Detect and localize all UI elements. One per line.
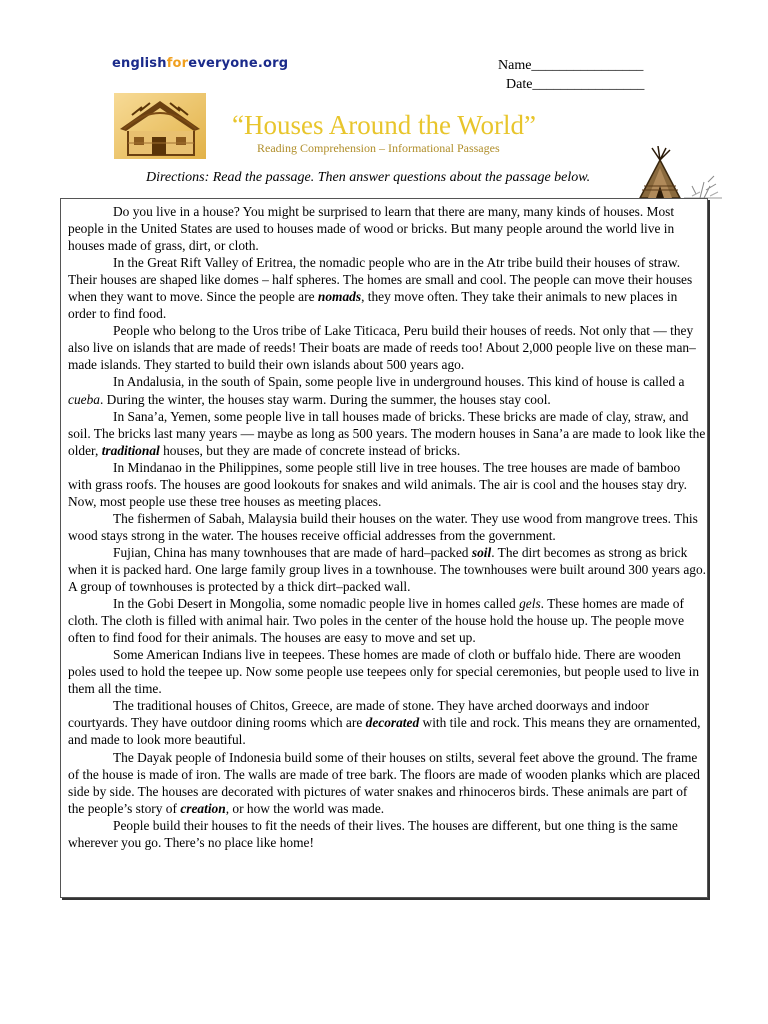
paragraph-11	[68, 697, 707, 748]
passage-box	[60, 198, 708, 898]
paragraph-13: People build their houses to fit the needs of their lives. The houses are different, but one thing is the same wherever you go. There’s no place like home!	[68, 817, 678, 850]
name-field[interactable]: Name________________	[498, 58, 644, 73]
paragraph-9	[68, 595, 707, 646]
paragraph-7: The fishermen of Sabah, Malaysia build their houses on the water. They use wood from mangrove trees. This wood stays strong in the water. The houses receive official addresses from the government.	[68, 510, 698, 543]
directions-text: Directions: Read the passage. Then answer questions about the passage below.	[146, 170, 591, 185]
paragraph-text: , they move often. They take their animals to new places in order to find food.	[68, 289, 678, 322]
paragraph-8	[68, 544, 707, 595]
keyword-nomads: nomads	[317, 289, 362, 305]
paragraph-text: The traditional houses of Chitos, Greece, are made of stone. They have arched doorways and indoor courtyards. They have outdoor dining rooms which are	[68, 698, 649, 731]
paragraph-2	[68, 254, 707, 322]
paragraph-text: In the Gobi Desert in Mongolia, some nomadic people live in homes called	[113, 596, 520, 612]
paragraph-text: In the Great Rift Valley of Eritrea, the nomadic people who are in the Atr tribe build their houses of straw. Their houses are shaped like domes – half spheres. The homes are small and cool. The people can move their houses when they want to move. Since the people are	[68, 255, 693, 305]
paragraph-text: In Andalusia, in the south of Spain, some people live in underground houses. This kind of house is called a	[113, 374, 685, 390]
logo-domain: everyone.org	[188, 56, 289, 71]
paragraph-10: Some American Indians live in teepees. These homes are made of cloth or buffalo hide. There are wooden poles used to hold the teepee up. Now some people use teepees only for special ceremonies, but people used to live in them all the time.	[68, 647, 700, 697]
paragraph-text: . During the winter, the houses stay warm. During the summer, the houses stay cool.	[99, 391, 551, 407]
paragraph-6: In Mindanao in the Philippines, some people still live in tree houses. The tree houses are made of bamboo with grass roofs. The houses are good lookouts for snakes and wild animals. The air is cool and the houses stay dry. Now, most people use these tree houses as meeting places.	[68, 459, 687, 509]
paragraph-text: with tile and rock. This means they are ornamented, and made to look more beautiful.	[68, 715, 701, 748]
keyword-cueba: cueba	[68, 391, 100, 407]
paragraph-5	[68, 408, 707, 459]
name-date-fields	[498, 56, 644, 94]
paragraph-text: . These homes are made of cloth. The cloth is filled with animal hair. Two poles in the center of the house hold the house up. The people move often to find food for their animals. The houses are easy to move and set up.	[68, 596, 685, 646]
page-title: “Houses Around the World”	[232, 110, 537, 140]
paragraph-text: houses, but they are made of concrete instead of bricks.	[159, 442, 461, 458]
paragraph-text: . The dirt becomes as strong as brick when it is packed hard. One large family group lives in a townhouse. The townhouses were built around 300 years ago. A group of townhouses is protected by a thick dirt–packed wall.	[68, 544, 707, 595]
tepee-image	[634, 146, 726, 202]
paragraph-text: , or how the world was made.	[225, 800, 385, 816]
paragraph-3: People who belong to the Uros tribe of Lake Titicaca, Peru build their houses of reeds. Not only that — they also live on islands that are made of reeds! Their boats are made of reeds too! About 2,000 people live on these man–made islands. They started to build their own islands about 500 years ago.	[68, 323, 696, 373]
paragraph-4	[68, 373, 707, 407]
page-subtitle: Reading Comprehension – Informational Passages	[257, 141, 500, 155]
paragraph-text: Fujian, China has many townhouses that are made of hard–packed	[113, 544, 472, 560]
keyword-soil: soil	[471, 544, 492, 560]
keyword-gels: gels	[519, 596, 541, 612]
date-field[interactable]: Date________________	[506, 77, 645, 92]
keyword-creation: creation	[180, 800, 226, 816]
paragraph-1: Do you live in a house? You might be surprised to learn that there are many, many kinds of houses. Most people in the United States are used to houses made of wood or bricks. But many people around the world live in houses made of grass, dirt, or cloth.	[68, 204, 675, 254]
logo-for: for	[166, 56, 189, 71]
paragraph-text: The Dayak people of Indonesia build some of their houses on stilts, several feet above the ground. The frame of the house is made of iron. The walls are made of tree bark. The floors are made of wooden planks which are placed side by side. The houses are decorated with pictures of water snakes and rhinoceros birds. These animals are part of the people’s story of	[68, 749, 700, 816]
paragraph-text: In Sana’a, Yemen, some people live in tall houses made of bricks. These bricks are made of clay, straw, and soil. The bricks last many years — maybe as long as 500 years. The modern houses in Sana’a are made to look like the older,	[68, 408, 706, 458]
paragraph-12	[68, 749, 707, 817]
site-logo	[112, 56, 288, 71]
keyword-traditional: traditional	[101, 442, 160, 458]
logo-english: english	[112, 56, 167, 71]
keyword-decorated: decorated	[365, 715, 420, 731]
hut-image	[114, 93, 206, 159]
